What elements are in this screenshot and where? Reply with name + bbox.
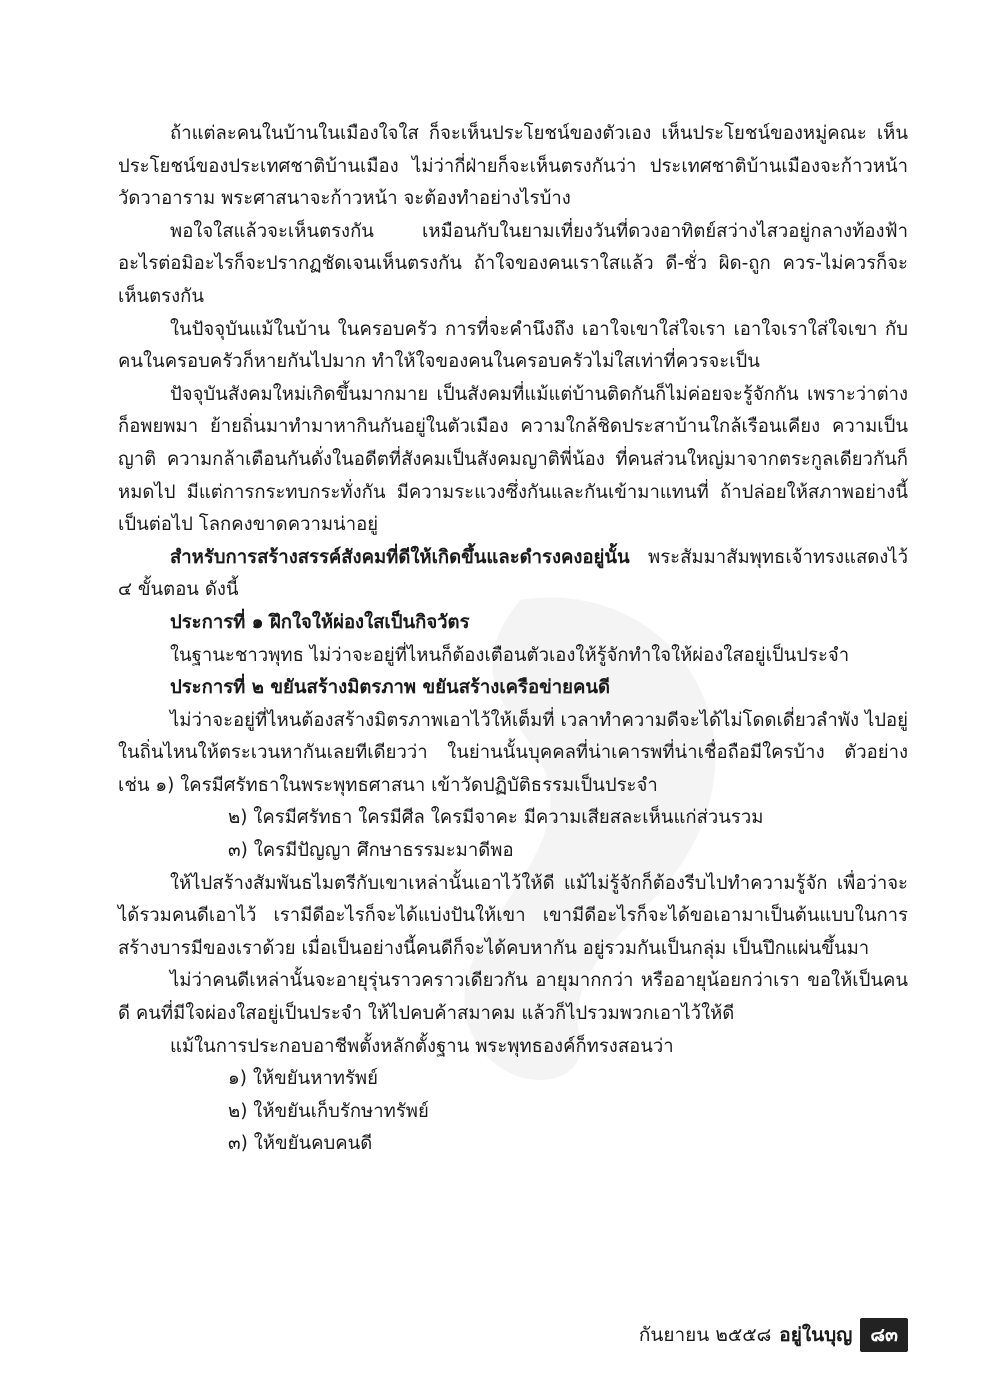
career-item-1: ๑) ให้ขยันหาทรัพย์ (228, 1068, 378, 1090)
point2-text: ไม่ว่าจะอยู่ที่ไหนต้องสร้างมิตรภาพเอาไว้ให้เต็มที่ เวลาทำความดีจะได้ไม่โดดเดี่ยวลำพัง ไปอยู่ในถิ่นไหนให้ตระเวนหากันเลยทีเดียวว่า ในย่านนั้นบุคคลที่น่าเคารพที่น่าเชื่อถือมีใครบ้าง ตัวอย่างเช่น ๑) ใครมีศรัทธาในพระพุทธศาสนา เข้าวัดปฏิบัติธรรมเป็นประจำ (118, 709, 908, 796)
paragraph-3: ในปัจจุบันแม้ในบ้าน ในครอบครัว การที่จะคำนึงถึง เอาใจเขาใส่ใจเรา เอาใจเราใส่ใจเขา กับคนในครอบครัวก็หายกันไปมาก ทำให้ใจของคนในครอบครัวไม่ใสเท่าที่ควรจะเป็น (118, 318, 908, 373)
paragraph-2: พอใจใสแล้วจะเห็นตรงกัน เหมือนกับในยามเที่ยงวันที่ดวงอาทิตย์สว่างไสวอยู่กลางท้องฟ้า อะไรต่อมิอะไรก็จะปรากฏชัดเจนเห็นตรงกัน ถ้าใจของคนเราใสแล้ว ดี-ชั่ว ผิด-ถูก ควร-ไม่ควรก็จะเห็นตรงกัน (118, 220, 908, 307)
intro-paragraph (118, 542, 908, 607)
career-item-2: ๒) ให้ขยันเก็บรักษาทรัพย์ (228, 1100, 429, 1122)
paragraph-4: ปัจจุบันสังคมใหม่เกิดขึ้นมากมาย เป็นสังคมที่แม้แต่บ้านติดกันก็ไม่ค่อยจะรู้จักกัน เพราะว่าต่างก็อพยพมา ย้ายถิ่นมาทำมาหากินกันอยู่ในตัวเมือง ความใกล้ชิดประสาบ้านใกล้เรือนเคียง ความเป็นญาติ ความกล้าเตือนกันดั่งในอดีตที่สังคมเป็นสังคมญาติพี่น้อง ที่คนส่วนใหญ่มาจากตระกูลเดียวกันก็หมดไป มีแต่การกระทบกระทั่งกัน มีความระแวงซึ่งกันและกันเข้ามาแทนที่ ถ้าปล่อยให้สภาพอย่างนี้เป็นต่อไป โลกคงขาดความน่าอยู่ (118, 383, 908, 536)
career-paragraph: แม้ในการประกอบอาชีพตั้งหลักตั้งฐาน พระพุทธองค์ก็ทรงสอนว่า (170, 1035, 674, 1057)
article-body (118, 118, 908, 1161)
point2-item-3: ๓) ใครมีปัญญา ศึกษาธรรมะมาดีพอ (228, 840, 514, 862)
point1-text: ในฐานะชาวพุทธ ไม่ว่าจะอยู่ที่ไหนก็ต้องเตือนตัวเองให้รู้จักทำใจให้ผ่องใสอยู่เป็นประจำ (170, 644, 850, 666)
intro-rest-text: พระสัมมาสัมพุทธเจ้าทรงแสดงไว้ ๔ ขั้นตอน ดังนี้ (118, 546, 908, 601)
page-number: ๘๓ (860, 1318, 908, 1352)
footer-month: กันยายน ๒๕๕๘ (638, 1324, 772, 1346)
point2-heading: ประการที่ ๒ ขยันสร้างมิตรภาพ ขยันสร้างเครือข่ายคนดี (170, 677, 610, 699)
friends-paragraph: ให้ไปสร้างสัมพันธไมตรีกับเขาเหล่านั้นเอาไว้ให้ดี แม้ไม่รู้จักก็ต้องรีบไปทำความรู้จัก เพื่อว่าจะได้รวมคนดีเอาไว้ เรามีดีอะไรก็จะได้แบ่งปันให้เขา เขามีดีอะไรก็จะได้ขอเอามาเป็นต้นแบบในการสร้างบารมีของเราด้วย เมื่อเป็นอย่างนี้คนดีก็จะได้คบหากัน อยู่รวมกันเป็นกลุ่ม เป็นปึกแผ่นขึ้นมา (118, 872, 908, 959)
paragraph-1: ถ้าแต่ละคนในบ้านในเมืองใจใส ก็จะเห็นประโยชน์ของตัวเอง เห็นประโยชน์ของหมู่คณะ เห็นประโยชน์ของประเทศชาติบ้านเมือง ไม่ว่ากี่ฝ่ายก็จะเห็นตรงกันว่า ประเทศชาติบ้านเมืองจะก้าวหน้า วัดวาอาราม พระศาสนาจะก้าวหน้า จะต้องทำอย่างไรบ้าง (118, 123, 908, 210)
footer-magazine-title: อยู่ในบุญ (779, 1324, 853, 1346)
age-paragraph: ไม่ว่าคนดีเหล่านั้นจะอายุรุ่นราวคราวเดียวกัน อายุมากกว่า หรืออายุน้อยกว่าเรา ขอให้เป็นคนดี คนที่มีใจผ่องใสอยู่เป็นประจำ ให้ไปคบค้าสมาคม แล้วก็ไปรวมพวกเอาไว้ให้ดี (118, 970, 908, 1025)
career-item-3: ๓) ให้ขยันคบคนดี (228, 1133, 373, 1155)
point2-item-2: ๒) ใครมีศรัทธา ใครมีศีล ใครมีจาคะ มีความเสียสละเห็นแก่ส่วนรวม (228, 807, 764, 829)
point1-heading: ประการที่ ๑ ฝึกใจให้ผ่องใสเป็นกิจวัตร (170, 611, 470, 633)
page-footer (639, 1318, 908, 1352)
intro-bold-text: สำหรับการสร้างสรรค์สังคมที่ดีให้เกิดขึ้นและดำรงคงอยู่นั้น (170, 546, 630, 568)
